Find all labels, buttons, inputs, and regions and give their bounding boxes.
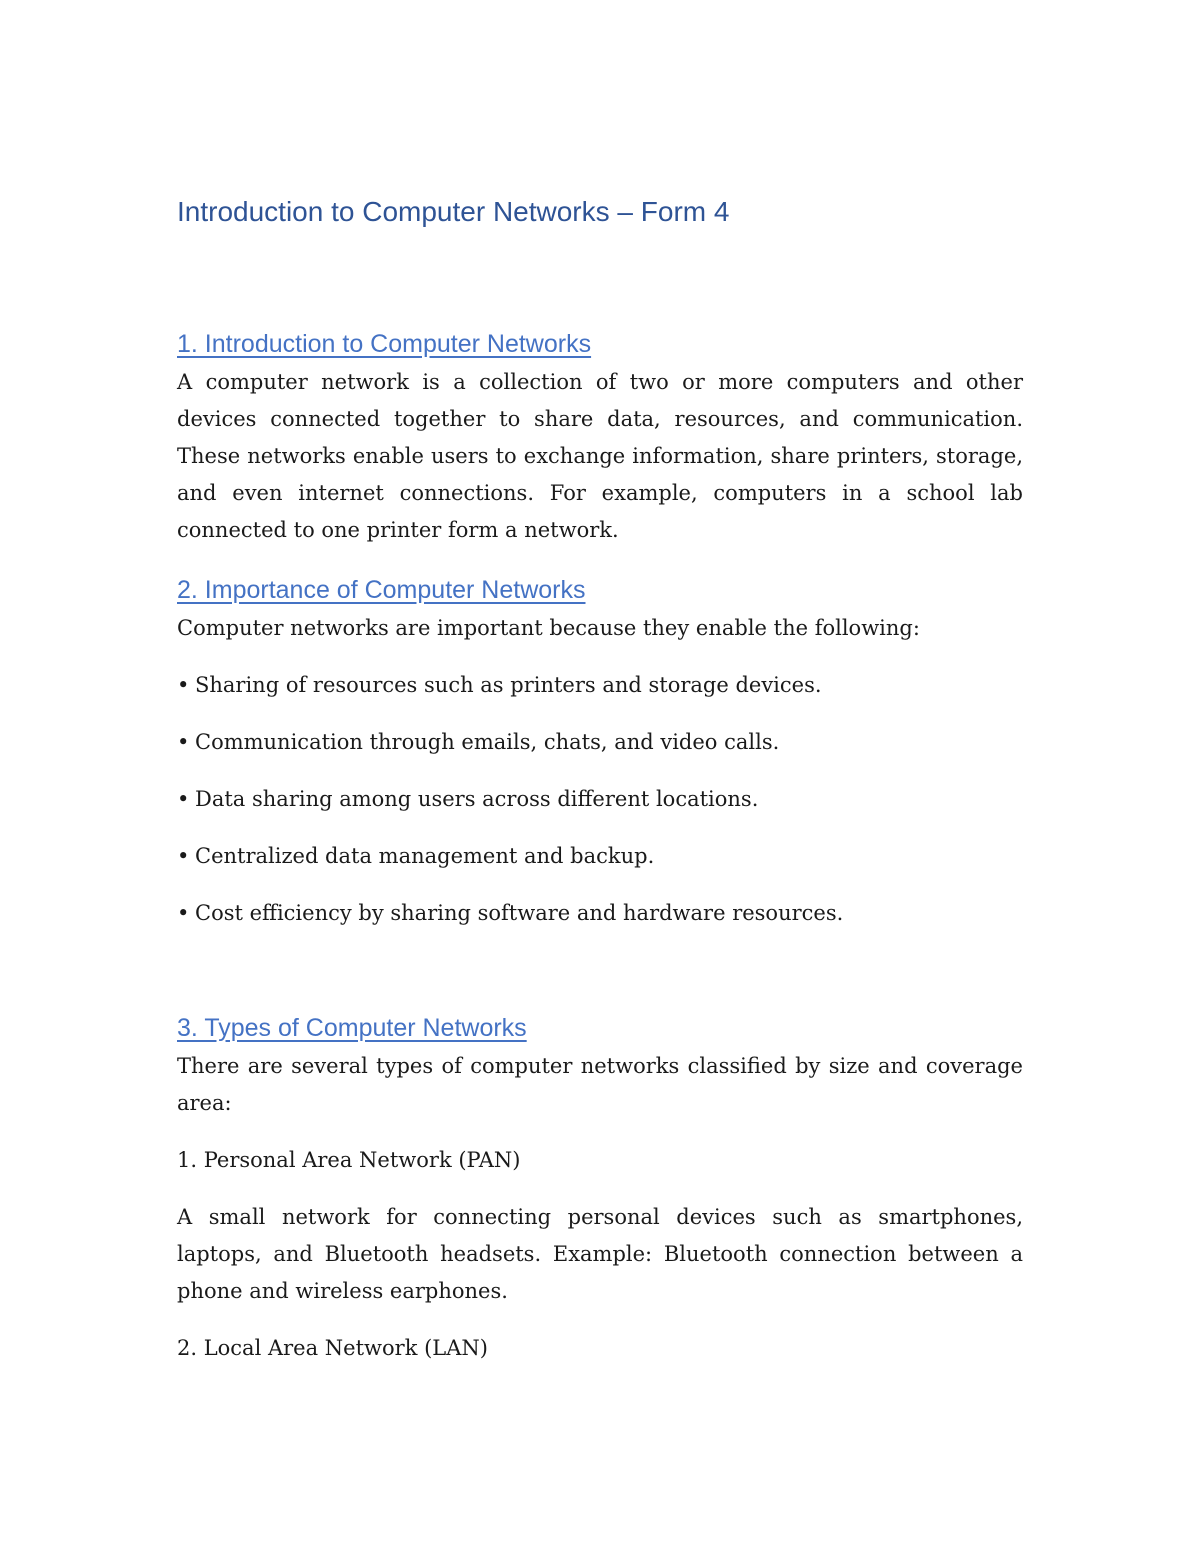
section-paragraph-introduction: A computer network is a collection of two or more computers and other devices connected together to share data, resources, and communication. These networks enable users to exchange information, share printers, storage, and even internet connections. For example, computers in a school lab connected to one printer form a network. <box>177 370 1023 542</box>
document-body <box>177 190 1023 1387</box>
list-item-text: Cost efficiency by sharing software and hardware resources. <box>195 901 844 925</box>
bullet-icon: • <box>177 673 190 697</box>
bullet-icon: • <box>177 844 190 868</box>
list-item <box>177 781 1023 818</box>
list-item-text: Sharing of resources such as printers and storage devices. <box>195 673 822 697</box>
network-type-lan-label: 2. Local Area Network (LAN) <box>177 1336 488 1360</box>
section-heading-introduction: 1. Introduction to Computer Networks <box>177 330 592 358</box>
list-item <box>177 895 1023 932</box>
list-item <box>177 724 1023 761</box>
list-item-text: Communication through emails, chats, and video calls. <box>195 730 780 754</box>
network-type-pan-label: 1. Personal Area Network (PAN) <box>177 1148 521 1172</box>
section-heading-importance: 2. Importance of Computer Networks <box>177 576 586 604</box>
bullet-icon: • <box>177 901 190 925</box>
list-item-text: Centralized data management and backup. <box>195 844 655 868</box>
section-lead-importance: Computer networks are important because they enable the following: <box>177 616 920 640</box>
section-heading-types: 3. Types of Computer Networks <box>177 1014 527 1042</box>
network-type-pan-description: A small network for connecting personal devices such as smartphones, laptops, and Bluetooth headsets. Example: Bluetooth connection between a phone and wireless earphones. <box>177 1205 1023 1303</box>
document-title: Introduction to Computer Networks – Form 4 <box>177 196 730 227</box>
list-item <box>177 667 1023 704</box>
bullet-icon: • <box>177 730 190 754</box>
bullet-icon: • <box>177 787 190 811</box>
list-item-text: Data sharing among users across different locations. <box>195 787 759 811</box>
importance-bullet-list <box>177 667 1023 932</box>
section-lead-types: There are several types of computer networks classified by size and coverage area: <box>177 1054 1023 1115</box>
list-item <box>177 838 1023 875</box>
